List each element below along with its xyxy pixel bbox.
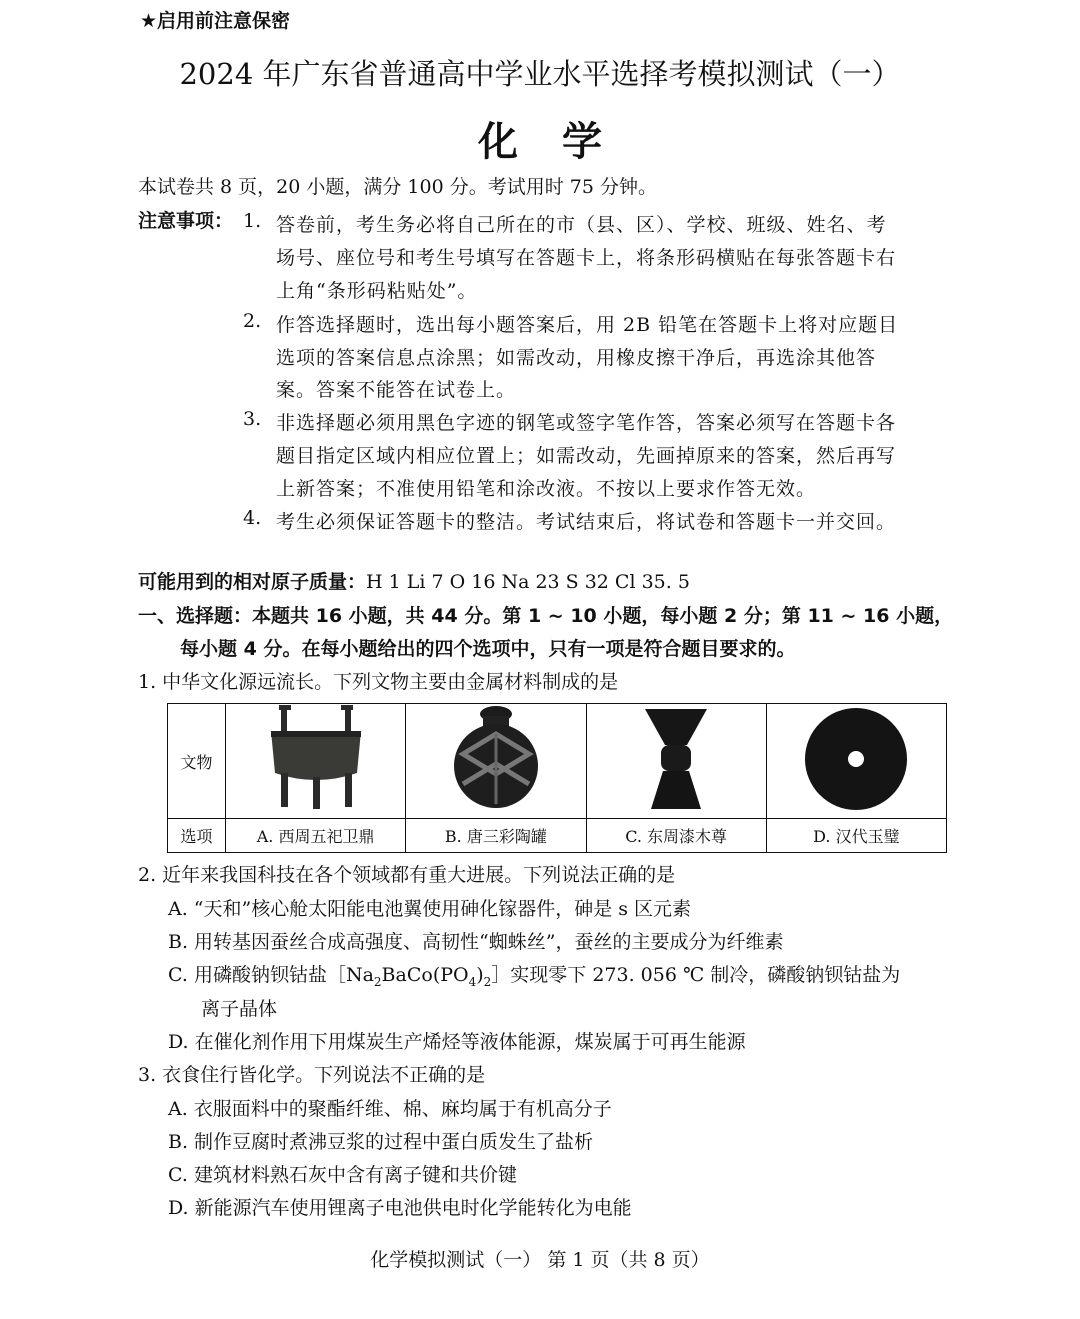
artifact-image-b	[406, 704, 586, 819]
lacquer-zun-icon	[641, 705, 711, 813]
section-heading: 一、选择题：本题共 16 小题，共 44 分。第 1 ~ 10 小题，每小题 2 分；第 11 ~ 16 小题，	[138, 605, 954, 627]
row-header-artifact: 文物	[168, 704, 226, 819]
bronze-ding-icon	[261, 705, 371, 813]
question-2-option-d: D. 在催化剂作用下用煤炭生产烯烃等液体能源，煤炭属于可再生能源	[168, 1031, 746, 1053]
artifact-image-d	[766, 704, 946, 819]
note-number: 2.	[243, 310, 262, 332]
artifact-image-c	[586, 704, 766, 819]
note-line: 考生必须保证答题卡的整洁。考试结束后，将试卷和答题卡一并交回。	[276, 511, 897, 533]
note-line: 案。答案不能答在试卷上。	[276, 379, 517, 401]
note-number: 1.	[243, 210, 262, 232]
note-line: 上角“条形码粘贴处”。	[276, 280, 478, 302]
notes-label: 注意事项：	[138, 210, 234, 232]
formula-part: )	[476, 964, 484, 986]
atomic-mass-row	[138, 571, 690, 593]
question-3-option-c: C. 建筑材料熟石灰中含有离子键和共价键	[168, 1164, 517, 1186]
question-2-option-b: B. 用转基因蚕丝合成高强度、高韧性“蜘蛛丝”，蚕丝的主要成分为纤维素	[168, 931, 784, 953]
question-2-option-a: A. “天和”核心舱太阳能电池翼使用砷化镓器件，砷是 s 区元素	[168, 898, 692, 920]
artifact-image-a	[226, 704, 406, 819]
exam-intro: 本试卷共 8 页，20 小题，满分 100 分。考试用时 75 分钟。	[138, 176, 657, 198]
artifact-table	[167, 703, 947, 853]
question-2-stem: 2. 近年来我国科技在各个领域都有重大进展。下列说法正确的是	[138, 864, 676, 886]
atomic-mass-values: H 1 Li 7 O 16 Na 23 S 32 Cl 35. 5	[366, 571, 690, 593]
formula-part: C. 用磷酸钠钡钴盐［Na	[168, 964, 374, 986]
subject-title: 化学	[478, 118, 646, 165]
option-d-label: D. 汉代玉璧	[766, 819, 946, 853]
page-footer: 化学模拟测试（一） 第 1 页（共 8 页）	[370, 1249, 710, 1271]
question-3-option-a: A. 衣服面料中的聚酯纤维、棉、麻均属于有机高分子	[168, 1098, 612, 1120]
section-heading-cont: 每小题 4 分。在每小题给出的四个选项中，只有一项是符合题目要求的。	[180, 638, 796, 660]
tricolor-jar-icon	[451, 704, 541, 814]
formula-subscript: 4	[468, 974, 477, 989]
formula-subscript: 2	[373, 974, 382, 989]
formula-part: BaCo(PO	[381, 964, 469, 986]
atomic-mass-label: 可能用到的相对原子质量：	[138, 571, 367, 593]
note-line: 作答选择题时，选出每小题答案后，用 2B 铅笔在答题卡上将对应题目	[276, 314, 899, 336]
question-3-option-d: D. 新能源汽车使用锂离子电池供电时化学能转化为电能	[168, 1197, 632, 1219]
question-3-stem: 3. 衣食住行皆化学。下列说法不正确的是	[138, 1064, 486, 1086]
question-2-option-c	[168, 964, 900, 993]
note-line: 答卷前，考生务必将自己所在的市（县、区）、学校、班级、姓名、考	[276, 214, 887, 236]
question-2-option-c-cont: 离子晶体	[201, 998, 278, 1020]
row-header-option: 选项	[168, 819, 226, 853]
note-number: 3.	[243, 408, 262, 430]
note-line: 题目指定区域内相应位置上；如需改动，先画掉原来的答案，然后再写	[276, 445, 897, 467]
note-line: 非选择题必须用黑色字迹的钢笔或签字笔作答，答案必须写在答题卡各	[276, 412, 897, 434]
formula-subscript: 2	[483, 974, 492, 989]
note-line: 场号、座位号和考生号填写在答题卡上，将条形码横贴在每张答题卡右	[276, 247, 897, 269]
note-line: 上新答案；不准使用铅笔和涂改液。不按以上要求作答无效。	[276, 478, 817, 500]
option-b-label: B. 唐三彩陶罐	[406, 819, 586, 853]
option-a-label: A. 西周五祀卫鼎	[226, 819, 406, 853]
confidential-mark: ★启用前注意保密	[140, 10, 291, 32]
exam-title: 2024 年广东省普通高中学业水平选择考模拟测试（一）	[179, 57, 901, 91]
option-c-label: C. 东周漆木尊	[586, 819, 766, 853]
note-number: 4.	[243, 507, 262, 529]
formula-part: ］实现零下 273. 056 ℃ 制冷，磷酸钠钡钴盐为	[491, 964, 901, 986]
question-1-stem: 1. 中华文化源远流长。下列文物主要由金属材料制成的是	[138, 671, 619, 693]
question-3-option-b: B. 制作豆腐时煮沸豆浆的过程中蛋白质发生了盐析	[168, 1131, 594, 1153]
jade-bi-disc-icon	[803, 706, 909, 812]
note-line: 选项的答案信息点涂黑；如需改动，用橡皮擦干净后，再选涂其他答	[276, 347, 877, 369]
